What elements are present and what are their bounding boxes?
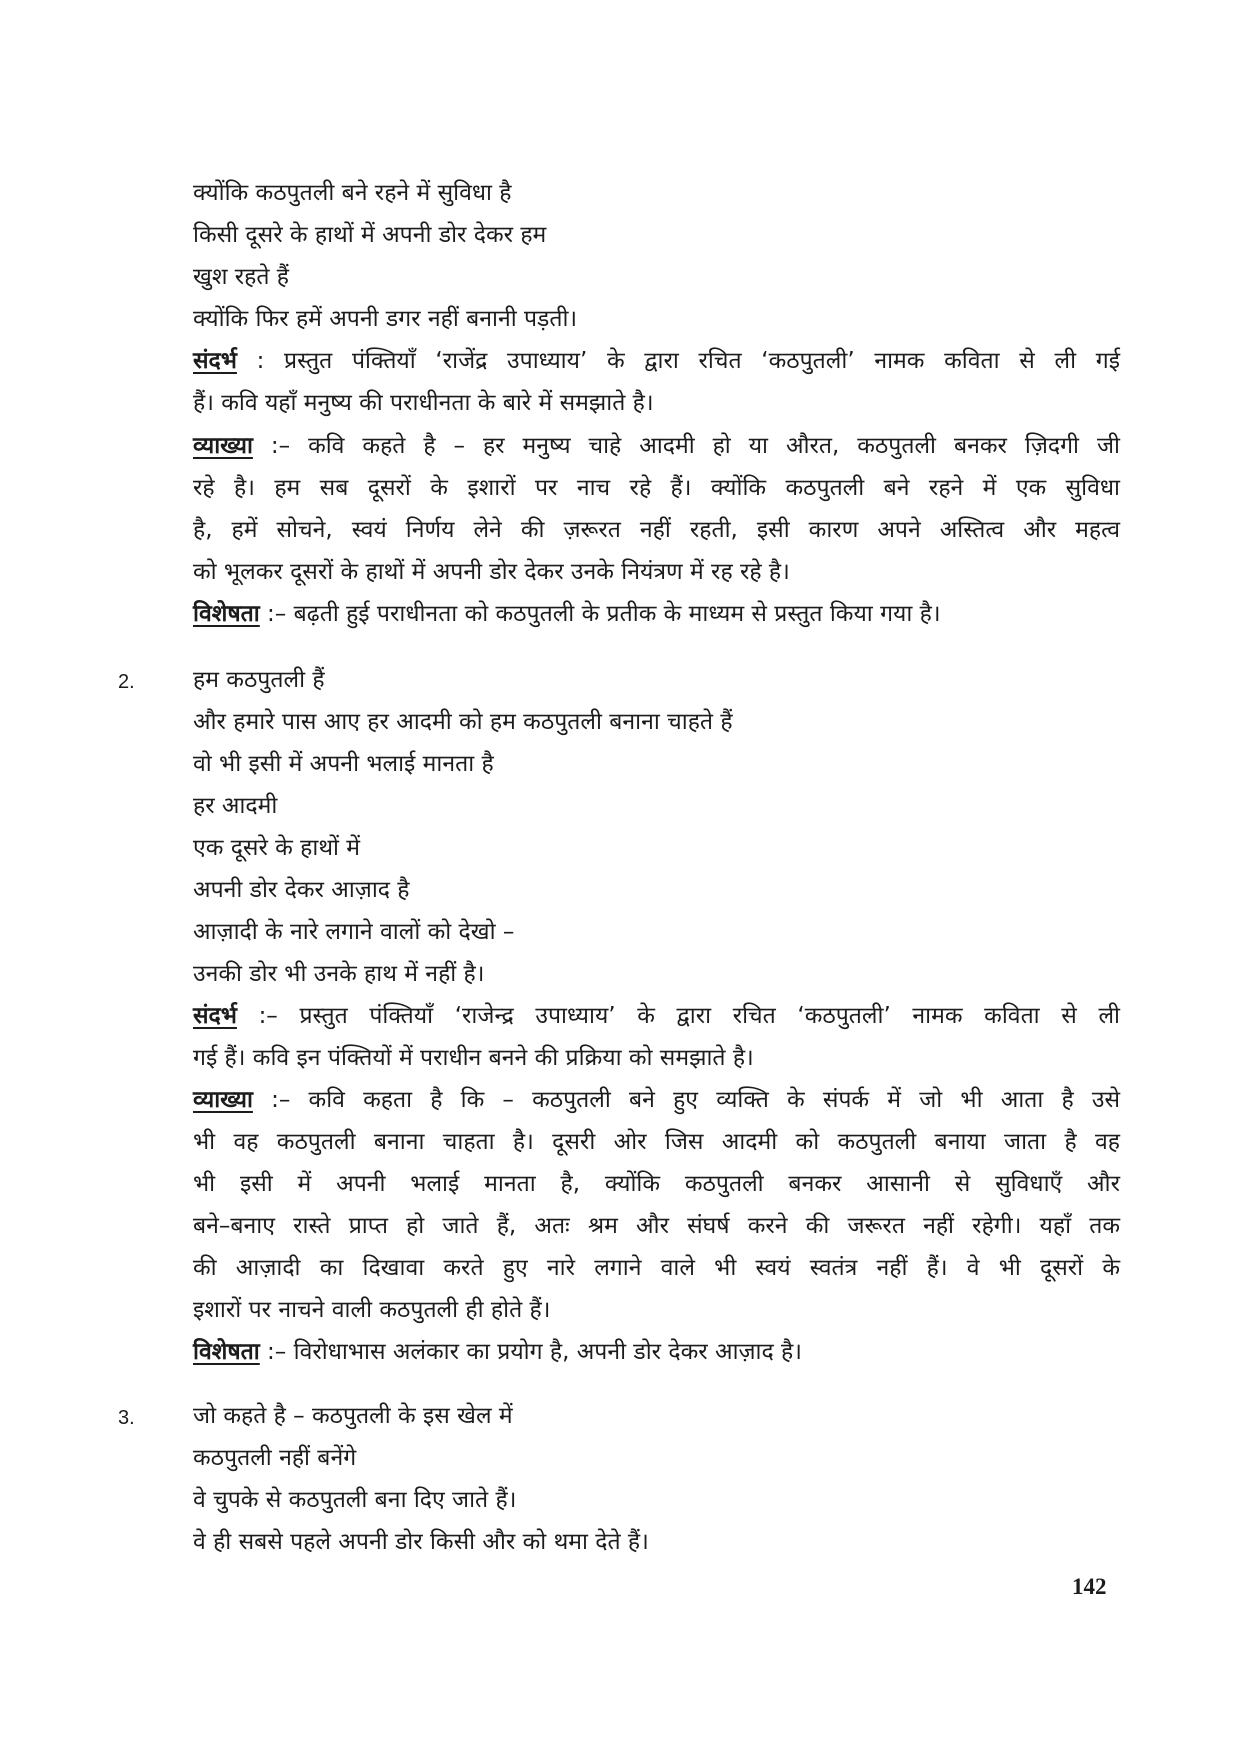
- visheshta-paragraph: [193, 1337, 802, 1367]
- vyakhya-text: बने–बनाए रास्ते प्राप्त हो जाते हैं, अतः श्रम और संघर्ष करने की जरूरत नहीं रहेगी। यहाँ तक: [193, 1213, 1120, 1239]
- page-number: 142: [1072, 1574, 1107, 1599]
- vyakhya-text: :– कवि कहता है कि – कठपुतली बने हुए व्यक्ति के संपर्क में जो भी आता है उसे: [252, 1087, 1120, 1113]
- sandarbh-text: हैं। कवि यहाँ मनुष्य की पराधीनता के बारे में समझाते है।: [193, 390, 654, 416]
- vyakhya-paragraph: [193, 1085, 1120, 1115]
- visheshta-label: विशेषता: [193, 1339, 260, 1365]
- sandarbh-paragraph: [193, 346, 1120, 376]
- sandarbh-text: गई हैं। कवि इन पंक्तियों में पराधीन बनने की प्रक्रिया को समझाते है।: [193, 1045, 754, 1071]
- poem-line: अपनी डोर देकर आज़ाद है: [193, 877, 410, 903]
- sandarbh-label: संदर्भ: [193, 1003, 237, 1029]
- sandarbh-paragraph: [193, 1001, 1120, 1031]
- vyakhya-text: की आज़ादी का दिखावा करते हुए नारे लगाने वाले भी स्वयं स्वतंत्र नहीं हैं। वे भी दूसरों के: [193, 1255, 1120, 1281]
- vyakhya-paragraph: [193, 431, 1120, 461]
- poem-line: वे ही सबसे पहले अपनी डोर किसी और को थमा देते हैं।: [193, 1529, 649, 1555]
- poem-line: और हमारे पास आए हर आदमी को हम कठपुतली बनाना चाहते हैं: [193, 709, 733, 735]
- poem-line: जो कहते है – कठपुतली के इस खेल में: [193, 1403, 513, 1429]
- visheshta-paragraph: [193, 599, 941, 629]
- vyakhya-text: को भूलकर दूसरों के हाथों में अपनी डोर देकर उनके नियंत्रण में रह रहे है।: [193, 559, 790, 585]
- vyakhya-text: है, हमें सोचने, स्वयं निर्णय लेने की ज़रूरत नहीं रहती, इसी कारण अपने अस्तित्व और महत्व: [193, 517, 1120, 543]
- sandarbh-text: :– प्रस्तुत पंक्तियाँ ‘राजेन्द्र उपाध्याय’ के द्वारा रचित ‘कठपुतली’ नामक कविता से ली: [236, 1003, 1120, 1029]
- vyakhya-text: रहे है। हम सब दूसरों के इशारों पर नाच रहे हैं। क्योंकि कठपुतली बने रहने में एक सुविधा: [193, 475, 1120, 501]
- poem-line: कठपुतली नहीं बनेंगे: [193, 1445, 357, 1471]
- visheshta-text: :– विरोधाभास अलंकार का प्रयोग है, अपनी डोर देकर आज़ाद है।: [259, 1339, 802, 1365]
- item-number: 3.: [118, 1407, 135, 1429]
- sandarbh-label: संदर्भ: [193, 348, 237, 374]
- poem-line: एक दूसरे के हाथों में: [193, 835, 361, 861]
- poem-line: क्योंकि कठपुतली बने रहने में सुविधा है: [193, 180, 512, 206]
- poem-line: क्योंकि फिर हमें अपनी डगर नहीं बनानी पड़ती।: [193, 306, 578, 332]
- item-number: 2.: [118, 671, 135, 693]
- poem-line: वो भी इसी में अपनी भलाई मानता है: [193, 751, 494, 777]
- visheshta-label: विशेषता: [193, 601, 260, 627]
- poem-line: हम कठपुतली हैं: [193, 667, 325, 693]
- vyakhya-text: :– कवि कहते है – हर मनुष्य चाहे आदमी हो या औरत, कठपुतली बनकर ज़िदगी जी: [252, 433, 1120, 459]
- poem-line: किसी दूसरे के हाथों में अपनी डोर देकर हम: [193, 222, 547, 248]
- visheshta-text: :– बढ़ती हुई पराधीनता को कठपुतली के प्रतीक के माध्यम से प्रस्तुत किया गया है।: [259, 601, 941, 627]
- vyakhya-label: व्याख्या: [193, 433, 253, 459]
- sandarbh-text: : प्रस्तुत पंक्तियाँ ‘राजेंद्र उपाध्याय’ के द्वारा रचित ‘कठपुतली’ नामक कविता से ली गई: [236, 348, 1120, 374]
- poem-line: उनकी डोर भी उनके हाथ में नहीं है।: [193, 961, 485, 987]
- poem-line: वे चुपके से कठपुतली बना दिए जाते हैं।: [193, 1487, 517, 1513]
- vyakhya-text: इशारों पर नाचने वाली कठपुतली ही होते हैं।: [193, 1297, 551, 1323]
- vyakhya-label: व्याख्या: [193, 1087, 253, 1113]
- poem-line: आज़ादी के नारे लगाने वालों को देखो –: [193, 919, 515, 945]
- poem-line: हर आदमी: [193, 793, 278, 819]
- vyakhya-text: भी इसी में अपनी भलाई मानता है, क्योंकि कठपुतली बनकर आसानी से सुविधाएँ और: [193, 1171, 1120, 1197]
- vyakhya-text: भी वह कठपुतली बनाना चाहता है। दूसरी ओर जिस आदमी को कठपुतली बनाया जाता है वह: [193, 1129, 1120, 1155]
- poem-line: खुश रहते हैं: [193, 264, 290, 290]
